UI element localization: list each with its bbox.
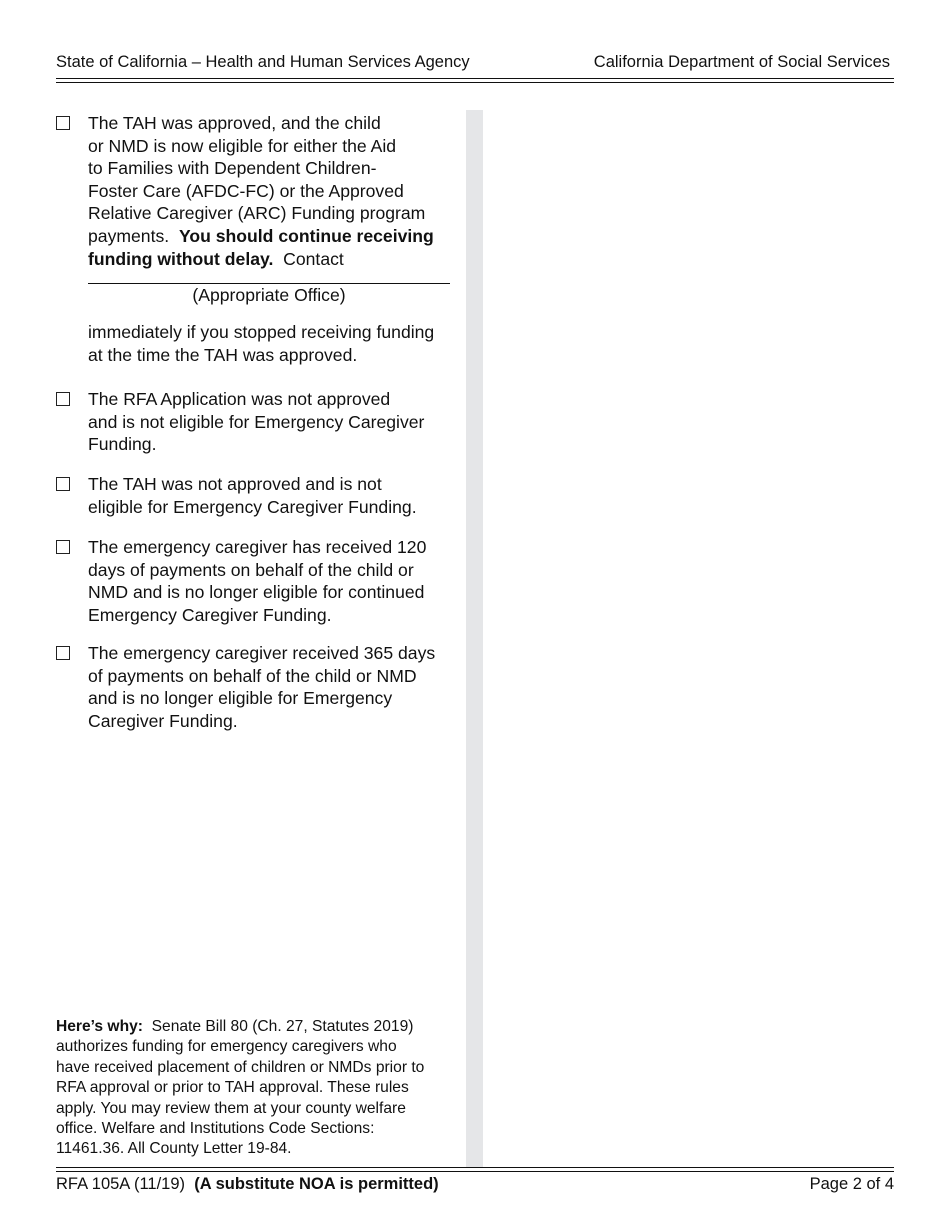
checkbox-365-days[interactable] xyxy=(56,646,70,660)
item-line: immediately if you stopped receiving funding xyxy=(88,322,435,343)
notice-item-rfa-not-approved xyxy=(56,388,461,456)
why-line: authorizes funding for emergency caregivers who xyxy=(56,1038,397,1056)
form-id: RFA 105A (11/19) xyxy=(56,1175,186,1193)
item-line-text: payments. xyxy=(88,225,170,246)
page-footer xyxy=(56,1174,894,1194)
item-line: The TAH was approved, and the child xyxy=(88,113,381,133)
notice-item-tah-approved xyxy=(56,112,461,366)
emphasis-text: You should continue receiving xyxy=(178,225,434,246)
why-line: 11461.36. All County Letter 19-84. xyxy=(56,1140,292,1158)
checkbox-rfa-not-approved[interactable] xyxy=(56,392,70,406)
item-line: Funding. xyxy=(88,434,157,455)
checkbox-120-days[interactable] xyxy=(56,540,70,554)
item-line: The RFA Application was not approved xyxy=(88,389,391,409)
item-line: at the time the TAH was approved. xyxy=(88,344,358,365)
item-line: or NMD is now eligible for either the Aid xyxy=(88,135,397,156)
item-line: Foster Care (AFDC-FC) or the Approved xyxy=(88,180,404,201)
header-rule-top xyxy=(56,78,894,79)
why-line: have received placement of children or NMDs prior to xyxy=(56,1058,425,1076)
item-line: days of payments on behalf of the child or xyxy=(88,559,414,580)
why-text: Senate Bill 80 (Ch. 27, Statutes 2019) xyxy=(151,1018,414,1035)
notice-item-tah-not-approved xyxy=(56,473,461,518)
contact-text: Contact xyxy=(283,248,344,269)
item-line: of payments on behalf of the child or NMD xyxy=(88,665,417,686)
why-line: apply. You may review them at your county welfare xyxy=(56,1099,406,1117)
why-label: Here’s why: xyxy=(56,1018,143,1035)
footer-rule-top xyxy=(56,1167,894,1168)
heres-why-section xyxy=(56,1017,461,1160)
item-line xyxy=(88,225,461,248)
office-label: (Appropriate Office) xyxy=(192,285,346,306)
footer-left xyxy=(56,1174,439,1194)
item-line: NMD and is no longer eligible for continued xyxy=(88,582,425,603)
item-line: and is no longer eligible for Emergency xyxy=(88,688,393,709)
department-name: California Department of Social Services xyxy=(593,53,890,71)
page-header xyxy=(56,52,890,72)
item-line: Caregiver Funding. xyxy=(88,710,238,731)
item-line: The emergency caregiver received 365 days xyxy=(88,643,436,663)
margin-column xyxy=(466,110,483,1168)
agency-name: State of California – Health and Human Services Agency xyxy=(56,53,470,71)
substitute-note: (A substitute NOA is permitted) xyxy=(194,1175,439,1193)
why-line: RFA approval or prior to TAH approval. These rules xyxy=(56,1079,409,1097)
footer-rule-bottom xyxy=(56,1171,894,1172)
notice-item-365-days xyxy=(56,642,461,732)
item-line: eligible for Emergency Caregiver Funding. xyxy=(88,496,417,517)
item-line: The TAH was not approved and is not xyxy=(88,474,382,494)
item-line: and is not eligible for Emergency Caregiver xyxy=(88,411,425,432)
item-line: to Families with Dependent Children- xyxy=(88,158,377,179)
why-first-line xyxy=(56,1017,461,1037)
checkbox-tah-not-approved[interactable] xyxy=(56,477,70,491)
notice-item-120-days xyxy=(56,536,461,626)
why-line: office. Welfare and Institutions Code Sections: xyxy=(56,1120,375,1138)
header-rule-bottom xyxy=(56,82,894,83)
item-line: The emergency caregiver has received 120 xyxy=(88,537,427,557)
emphasis-text: funding without delay. xyxy=(88,248,274,269)
item-line: Relative Caregiver (ARC) Funding program xyxy=(88,203,426,224)
item-line xyxy=(88,248,461,271)
page-number: Page 2 of 4 xyxy=(809,1175,894,1193)
checkbox-tah-approved[interactable] xyxy=(56,116,70,130)
item-line: Emergency Caregiver Funding. xyxy=(88,604,332,625)
